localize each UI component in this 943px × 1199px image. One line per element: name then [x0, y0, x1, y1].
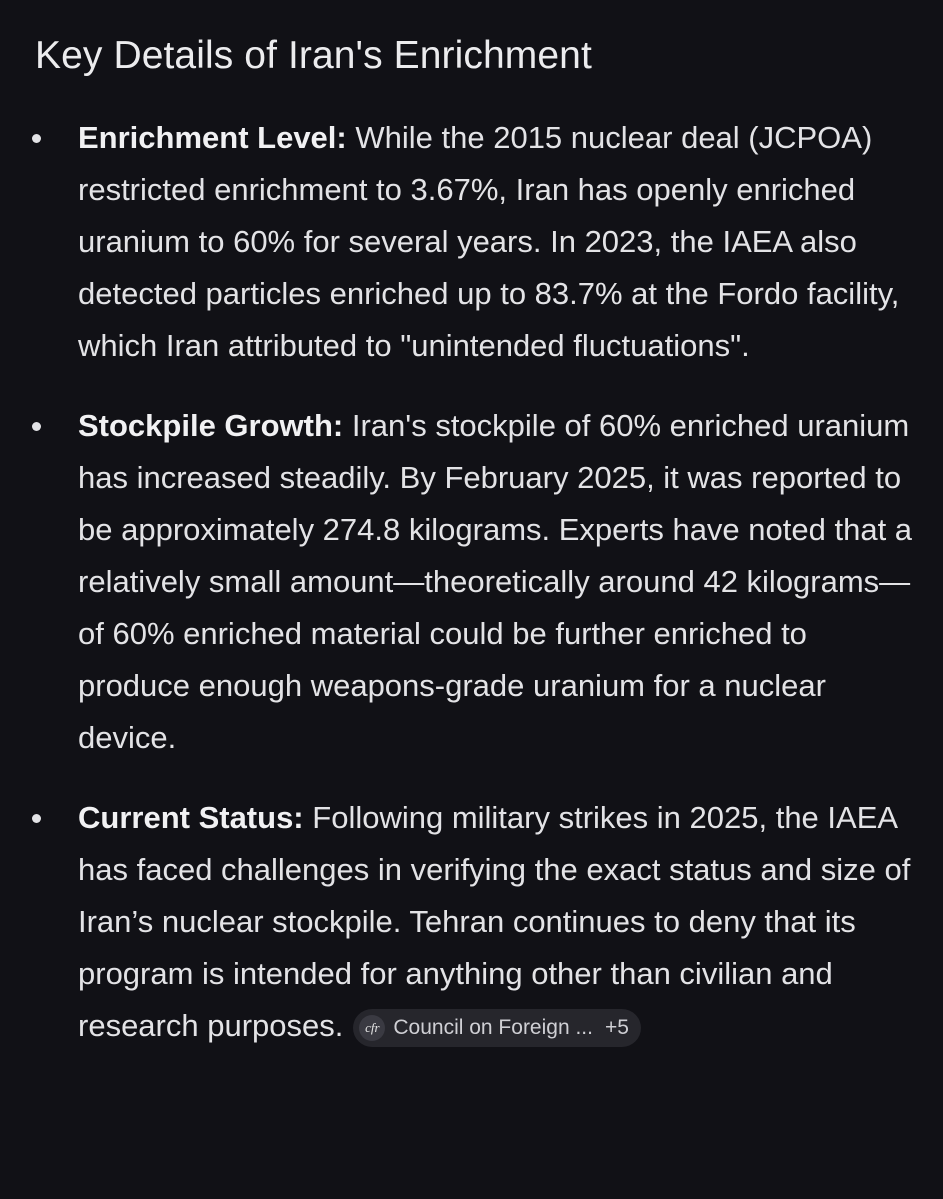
item-term: Current Status: [78, 800, 304, 835]
bullet-icon [32, 134, 41, 143]
item-text: While the 2015 nuclear deal (JCPOA) restricted enrichment to 3.67%, Iran has openly enriched uranium to 60% for several years. In 2023, the IAEA also detected particles enriched up to 83.7% at the Fordo facility, which Iran attributed to "unintended fluctuations". [78, 120, 900, 363]
bullet-icon [32, 422, 41, 431]
bullet-icon [32, 814, 41, 823]
list-item-current-status [0, 792, 943, 1052]
item-term: Stockpile Growth: [78, 408, 344, 443]
source-chip[interactable] [353, 1009, 641, 1047]
source-chip-more-count: +5 [604, 1016, 629, 1039]
item-text: Iran's stockpile of 60% enriched uranium has increased steadily. By February 2025, it was reported to be approximately 274.8 kilograms. Experts have noted that a relatively small amount—theoretically around 42 kilograms—of 60% enriched material could be further enriched to produce enough weapons-grade uranium for a nuclear device. [78, 408, 913, 755]
list-item-stockpile-growth [0, 400, 943, 764]
item-text: Following military strikes in 2025, the IAEA has faced challenges in verifying the exact status and size of Iran’s nuclear stockpile. Tehran continues to deny that its program is intended for anything other than civilian and research purposes. [78, 800, 911, 1043]
cfr-logo-icon: cfr [359, 1015, 385, 1041]
list-item-enrichment-level [0, 112, 943, 372]
details-list [0, 112, 943, 1080]
section-heading: Key Details of Iran's Enrichment [35, 34, 592, 77]
item-term: Enrichment Level: [78, 120, 347, 155]
source-chip-label: Council on Foreign ... [393, 1016, 593, 1039]
